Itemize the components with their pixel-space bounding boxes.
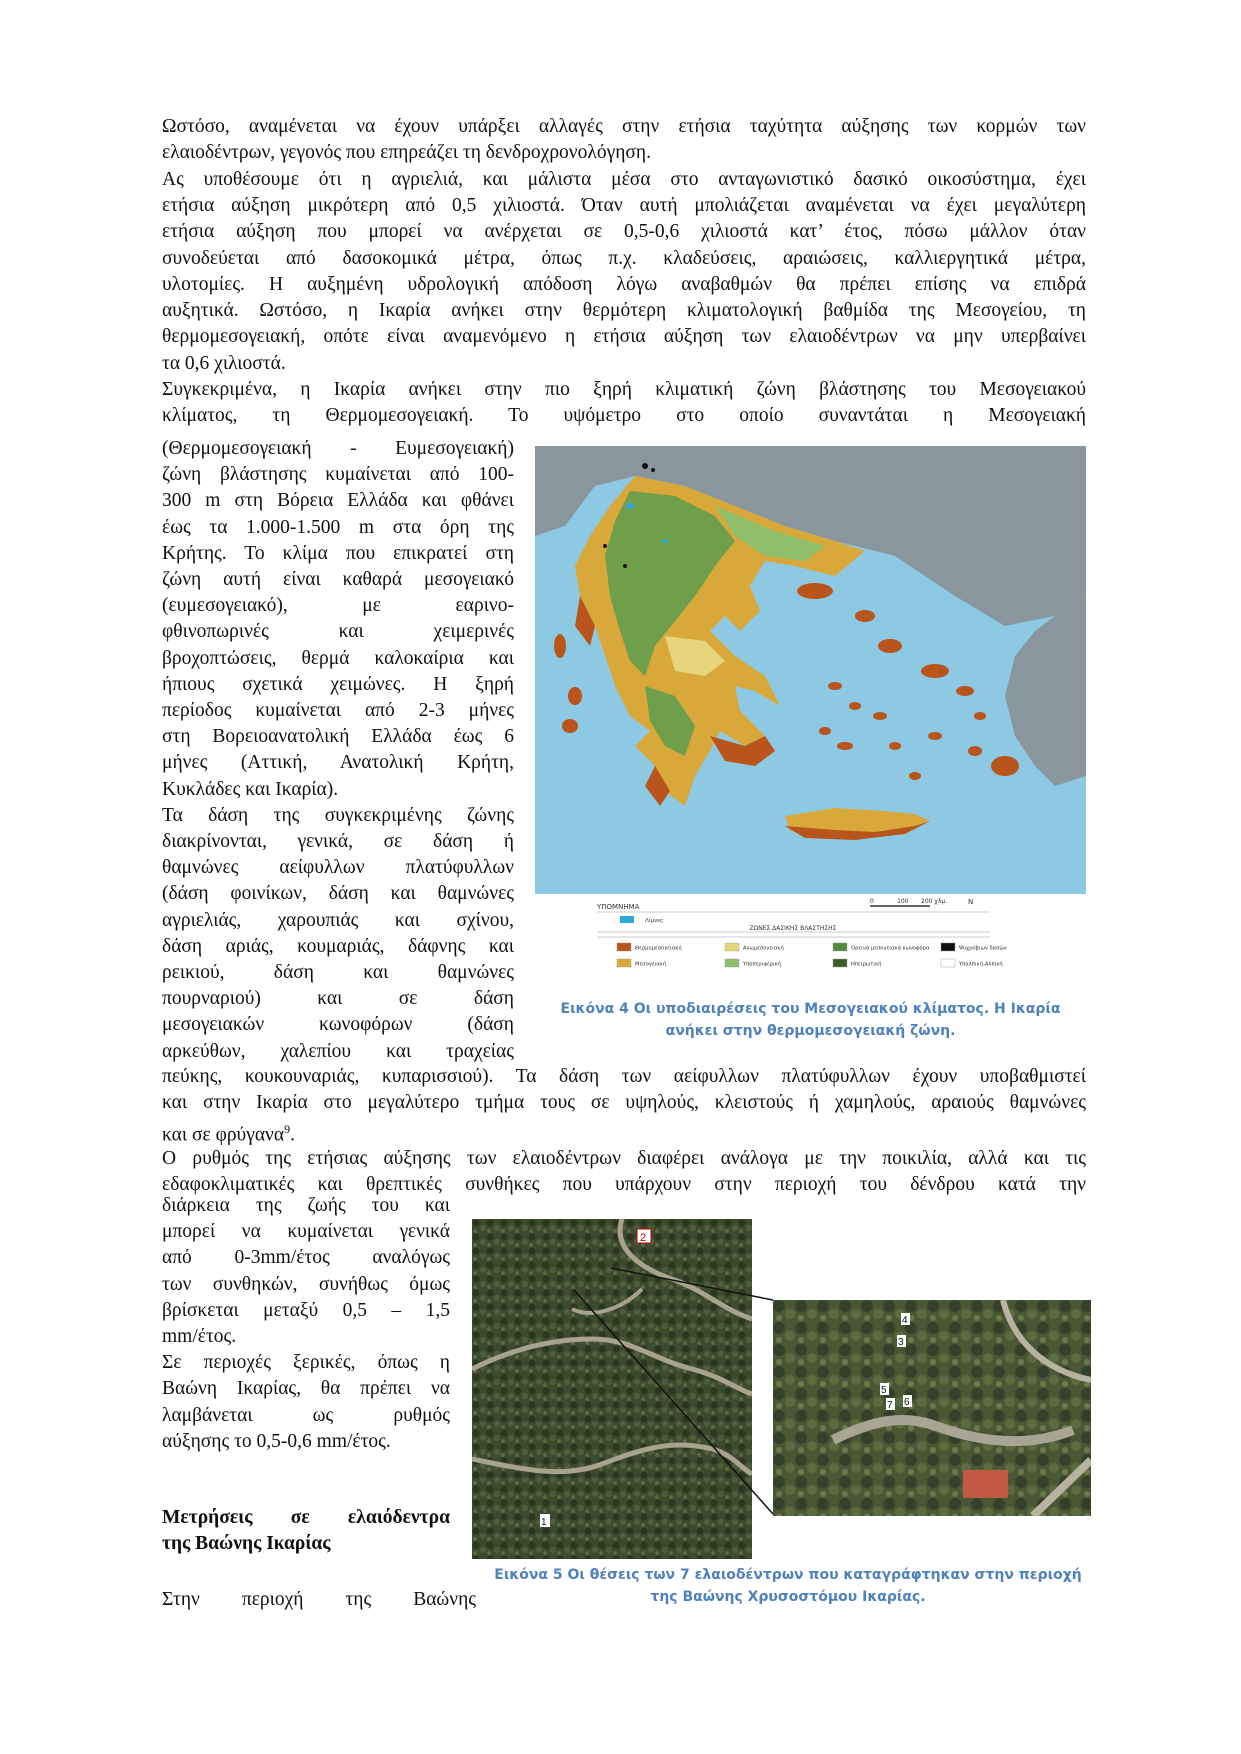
intro-lines-line: κλίματος, τη Θερμομεσογειακή. Το υψόμετρο στο οποίο συναντάται η Μεσογειακή bbox=[162, 405, 1086, 427]
last-line bbox=[162, 1587, 476, 1613]
legend-zone-label: Θερμομεσογειακή bbox=[635, 945, 682, 952]
left-col1-line: 300 m στη Βόρεια Ελλάδα και φθάνει bbox=[162, 490, 514, 512]
left-col1-line: ζώνη βλάστησης κυμαίνεται από 100- bbox=[162, 464, 514, 486]
legend-zones-title: ΖΩΝΕΣ ΔΑΣΙΚΗΣ ΒΛΑΣΤΗΣΗΣ bbox=[749, 925, 837, 932]
scale-label-0: 0 bbox=[870, 898, 874, 905]
left-column-2 bbox=[162, 1193, 450, 1455]
legend-swatch bbox=[725, 959, 739, 967]
left-col1-line: (δάση φοινίκων, δάση και θαμνώνες bbox=[162, 883, 514, 905]
left-col2-line: διάρκεια της ζωής του και bbox=[162, 1195, 450, 1216]
satellite-image-overview bbox=[472, 1219, 752, 1559]
footnote-reference[interactable]: 9 bbox=[284, 1122, 291, 1136]
legend-zone-label: Ηπειρωτική bbox=[851, 961, 882, 968]
legend-zone-label: Ορεινά μεσογειακά κωνοφόρα bbox=[851, 945, 930, 952]
left-col2-line: Σε περιοχές ξερικές, όπως η bbox=[162, 1352, 450, 1374]
left-col2-line: από 0-3mm/έτος αναλόγως bbox=[162, 1247, 450, 1269]
intro-lines-line: ετήσια αύξηση μικρότερη από 0,5 χιλιοστά. Όταν αυτή μπολιάζεται αναμένεται να έχει μεγαλύτερη bbox=[162, 194, 1086, 216]
intro-lines-line: ετήσια αύξηση που μπορεί να ανέρχεται σε 0,5-0,6 χιλιοστά κατ’ έτος, πόσω μάλλον όταν bbox=[162, 221, 1086, 243]
legend-swatch bbox=[617, 943, 631, 951]
legend-zone-label: Μεσογειακή bbox=[635, 961, 667, 968]
marker-7: 7 bbox=[887, 1400, 893, 1411]
marker-4: 4 bbox=[902, 1315, 908, 1326]
marker-3: 3 bbox=[898, 1337, 904, 1348]
legend-swatch bbox=[617, 959, 631, 967]
left-col1-line: Κυκλάδες και Ικαρία). bbox=[162, 778, 339, 800]
legend-swatch bbox=[941, 943, 955, 951]
intro-lines-line: Ας υποθέσουμε ότι η αγριελιά, και μάλιστα μέσα στο ανταγωνιστικό δασικό οικοσύστημα, έχει bbox=[162, 168, 1086, 190]
intro-lines-line: ελαιοδέντρων, γεγονός που επηρεάζει τη δενδροχρονολόγηση. bbox=[162, 142, 651, 164]
legend-zone-label: Υποπεριφερική bbox=[743, 961, 782, 968]
scale-label-200: 200 χλμ. bbox=[921, 898, 948, 905]
left-col1-line: ήπιους σχετικά χειμώνες. Η ξηρή bbox=[162, 673, 514, 695]
legend-zone-label: Ψυχρόβιων δασών bbox=[959, 945, 1007, 952]
figure5-caption bbox=[478, 1564, 1098, 1608]
mid-text-span: και σε φρύγανα bbox=[162, 1124, 285, 1146]
left-col1-line: δάση αριάς, κουμαριάς, δάφνης και bbox=[162, 935, 514, 957]
intro-lines-line: συνοδεύεται από δασοκομικά μέτρα, όπως π.χ. κλαδεύσεις, αραιώσεις, καλλιεργητικά μέτρα, bbox=[162, 247, 1086, 269]
legend-swatch-lakes bbox=[620, 916, 634, 923]
left-col2-line: βρίσκεται μεταξύ 0,5 – 1,5 bbox=[162, 1299, 450, 1321]
left-col2-line: μπορεί να κυμαίνεται γενικά bbox=[162, 1221, 450, 1243]
left-col1-line: μεσογειακών κωνοφόρων (δάση bbox=[162, 1014, 514, 1036]
heading-line-2: της Βαώνης Ικαρίας bbox=[162, 1533, 331, 1555]
marker-6: 6 bbox=[904, 1397, 910, 1408]
mid-text-line bbox=[162, 1090, 1086, 1116]
left-col1-line: (Θερμομεσογειακή - Ευμεσογειακή) bbox=[162, 438, 514, 459]
mid-text-span: εδαφοκλιματικές και θρεπτικές συνθήκες που υπάρχουν στην περιοχή του δένδρου κατά την bbox=[162, 1174, 1086, 1195]
marker-1: 1 bbox=[541, 1517, 547, 1528]
scale-label-100: 100 bbox=[897, 898, 909, 905]
left-col1-line: βροχοπτώσεις, θερμά καλοκαίρια και bbox=[162, 647, 514, 669]
intro-lines-line: υλοτομίες. Η αυξημένη υδρολογική απόδοση λόγω αναβαθμών θα πρέπει επίσης να επιδρά bbox=[162, 273, 1086, 295]
mid-text-line bbox=[162, 1064, 1086, 1090]
intro-lines-line: αυξητικά. Ωστόσο, η Ικαρία ανήκει στην θερμότερη κλιματολογική βαθμίδα της Μεσογείου, τη bbox=[162, 300, 1086, 322]
left-col2-line: λαμβάνεται ως ρυθμός bbox=[162, 1404, 450, 1426]
intro-lines-line: Συγκεκριμένα, η Ικαρία ανήκει στην πιο ξηρή κλιματική ζώνη βλάστησης του Μεσογειακού bbox=[162, 379, 1086, 400]
heading-line-1: Μετρήσεις σε ελαιόδεντρα bbox=[162, 1507, 450, 1528]
left-col1-line: Κρήτης. Το κλίμα που επικρατεί στη bbox=[162, 542, 514, 564]
legend-zone-label: Ανωμεσογειακή bbox=[743, 945, 784, 952]
legend-swatch bbox=[833, 959, 847, 967]
left-column-1 bbox=[162, 436, 514, 1065]
left-col1-line: μήνες (Αττική, Ανατολική Κρήτη, bbox=[162, 752, 514, 774]
north-arrow-icon: N bbox=[968, 898, 974, 906]
legend-title: ΥΠΟΜΝΗΜΑ bbox=[597, 903, 640, 911]
left-col2-line: mm/έτος. bbox=[162, 1326, 237, 1348]
left-col1-line: φθινοπωρινές και χειμερινές bbox=[162, 621, 514, 643]
legend-swatch bbox=[833, 943, 847, 951]
figure5-caption-line-1: Εικόνα 5 Οι θέσεις των 7 ελαιοδέντρων που καταγράφτηκαν στην περιοχή bbox=[494, 1567, 1082, 1583]
legend-label-lakes: Λίμνες bbox=[645, 918, 664, 924]
last-line-text: Στην περιοχή της Βαώνης bbox=[162, 1589, 476, 1610]
mid-text-span: πεύκης, κουκουναριάς, κυπαρισσιού). Τα δάση των αείφυλλων πλατύφυλλων έχουν υποβαθμιστεί bbox=[162, 1066, 1086, 1087]
left-col1-line: Τα δάση της συγκεκριμένης ζώνης bbox=[162, 804, 514, 826]
marker-5: 5 bbox=[881, 1385, 887, 1396]
mid-text-line: και σε φρύγανα$^9$. bbox=[162, 1122, 295, 1146]
left-col1-line: ζώνη αυτή είναι καθαρά μεσογειακό bbox=[162, 569, 514, 591]
figure4-caption bbox=[533, 998, 1088, 1042]
left-col1-line: θαμνώνες αείφυλλων πλατύφυλλων bbox=[162, 857, 514, 879]
mid-text-span: και στην Ικαρία στο μεγαλύτερο τμήμα τους σε υψηλούς, κλειστούς ή χαμηλούς, αραιούς θαμνώνες bbox=[162, 1092, 1086, 1113]
figure4-caption-line-2: ανήκει στην θερμομεσογειακή ζώνη. bbox=[665, 1023, 956, 1039]
left-col2-line: Βαώνη Ικαρίας, θα πρέπει να bbox=[162, 1378, 450, 1400]
mid-text-line bbox=[162, 1146, 1086, 1172]
left-col1-line: (ευμεσογειακό), με εαρινο- bbox=[162, 595, 514, 617]
legend-swatch bbox=[725, 943, 739, 951]
intro-lines-line: θερμομεσογειακή, οπότε είναι αναμενόμενο η ετήσια αύξηση των ελαιοδέντρων να μην υπερβαίνει bbox=[162, 326, 1086, 348]
left-col2-line: των συνθηκών, συνήθως όμως bbox=[162, 1273, 450, 1295]
mid-text-span: Ο ρυθμός της ετήσιας αύξησης των ελαιοδέντρων διαφέρει ανάλογα με την ποικιλία, αλλά και τις bbox=[162, 1148, 1086, 1169]
left-col1-line: διακρίνονται, γενικά, σε δάση ή bbox=[162, 831, 514, 853]
left-col1-line: αγριελιάς, χαρουπιάς και σχίνου, bbox=[162, 909, 514, 931]
left-col1-line: περίοδος κυμαίνεται από 2-3 μήνες bbox=[162, 700, 514, 722]
legend-zone-label: Υπαλπική-Αλπική bbox=[959, 961, 1003, 968]
left-col1-line: στη Βορειοανατολική Ελλάδα έως 6 bbox=[162, 726, 514, 748]
intro-lines-line: Ωστόσο, αναμένεται να έχουν υπάρξει αλλαγές στην ετήσια ταχύτητα αύξησης των κορμών των bbox=[162, 116, 1086, 137]
marker-2: 2 bbox=[640, 1232, 647, 1244]
intro-lines-line: τα 0,6 χιλιοστά. bbox=[162, 352, 286, 374]
vegetation-zones-map bbox=[535, 446, 1086, 981]
satellite-image-zoom bbox=[773, 1300, 1091, 1516]
figure5-caption-line-2: της Βαώνης Χρυσοστόμου Ικαρίας. bbox=[650, 1589, 926, 1605]
left-col1-line: έως τα 1.000-1.500 m στα όρη της bbox=[162, 516, 514, 538]
section-heading bbox=[162, 1505, 450, 1557]
figure4-caption-line-1: Εικόνα 4 Οι υποδιαιρέσεις του Μεσογειακού κλίματος. Η Ικαρία bbox=[560, 1001, 1061, 1017]
left-col1-line: πουρναριού) και σε δάση bbox=[162, 988, 514, 1010]
left-col1-line: αρκεύθων, χαλεπίου και τραχείας bbox=[162, 1040, 514, 1062]
left-col1-line: ρεικιού, δάση και θαμνώνες bbox=[162, 962, 514, 984]
legend-swatch bbox=[941, 959, 955, 967]
left-col2-line: αύξησης το 0,5-0,6 mm/έτος. bbox=[162, 1430, 391, 1452]
red-roof-building bbox=[963, 1470, 1008, 1498]
